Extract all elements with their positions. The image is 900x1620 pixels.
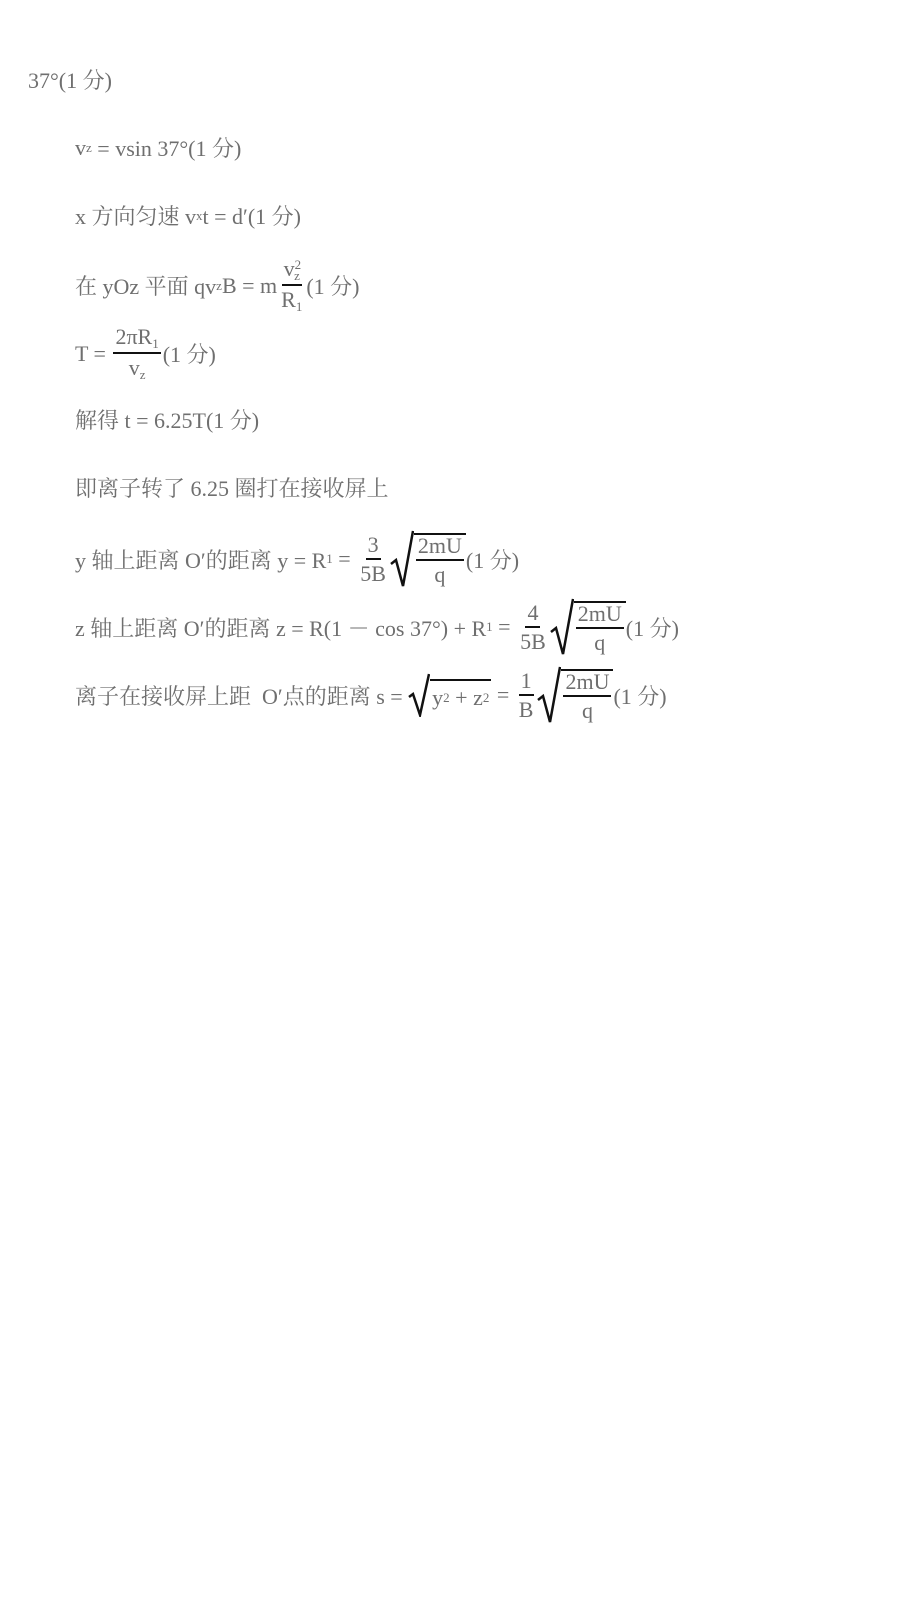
turns-text: 即离子转了 6.25 圈打在接收屏上 (75, 476, 389, 501)
fraction-1-over-b: $\frac{1}{B}$ (518, 667, 534, 722)
radical-sign-icon (390, 530, 414, 588)
fraction-4-over-5b: $\frac{4}{5B}$ (520, 599, 546, 654)
solve-t-text: 解得 t = 6.25T(1 分) (75, 408, 260, 433)
yoz-points: (1 分) (306, 274, 360, 299)
fraction-numerator: $v^2_z$ (282, 258, 302, 286)
yoz-mid: B = m (221, 272, 278, 298)
x-direction-text: x 方向匀速 v (75, 204, 197, 229)
line-s-distance: 离子在接收屏上距 O′点的距离 s = y 2 + z 2 = $\frac{1}{B}$ $\frac{2mU}{q}$ (1 分) (75, 667, 667, 723)
line-yoz-plane (75, 258, 359, 313)
fraction-2pir1-over-vz (113, 326, 160, 381)
line-period (75, 326, 216, 381)
line-angle (28, 64, 112, 95)
sqrt-y2-plus-z2: y 2 + z 2 (408, 673, 491, 717)
vz-subscript: z (86, 139, 92, 155)
line-y-distance: y 轴上距离 O′的距离 y = R 1 = $\frac{3}{5B}$ $\frac{2mU}{q}$ (1 分) (75, 531, 520, 587)
yoz-text: 在 yOz 平面 qv (75, 274, 217, 299)
period-label: T = (75, 340, 112, 366)
fraction-vz2-over-r1 (279, 258, 304, 313)
y-distance-points: (1 分) (465, 547, 520, 573)
period-points: (1 分) (162, 342, 216, 367)
vz-subscript: z (216, 277, 222, 293)
radical-sign-icon (537, 666, 561, 724)
line-solve-t (75, 404, 259, 435)
sqrt-2mu-over-q: $\frac{2mU}{q}$ (537, 666, 613, 724)
line-x-direction (75, 200, 301, 231)
vx-subscript: x (196, 207, 203, 223)
z-distance-points: (1 分) (625, 615, 679, 641)
fraction-denominator: $v_z$ (128, 355, 146, 382)
fraction-3-over-5b: $\frac{3}{5B}$ (360, 531, 386, 586)
line-turns (75, 472, 389, 503)
sqrt-2mu-over-q: $\frac{2mU}{q}$ (550, 598, 626, 656)
radical-sign-icon (550, 598, 574, 656)
s-distance-text: 离子在接收屏上距 O′点的距离 s = (75, 683, 409, 709)
s-distance-points: (1 分) (613, 683, 667, 709)
fraction-denominator: $R_1$ (281, 287, 303, 314)
angle-text: 37°(1 分) (28, 68, 112, 93)
vz-symbol: v (75, 134, 86, 160)
fraction-numerator: $2\pi R_1$ (113, 326, 160, 354)
z-distance-text: z 轴上距离 O′的距离 z = R(1 － cos 37°) + R (75, 615, 487, 641)
line-vz (75, 132, 241, 163)
line-z-distance: z 轴上距离 O′的距离 z = R(1 － cos 37°) + R 1 = $\frac{4}{5B}$ $\frac{2mU}{q}$ (1 分) (75, 599, 679, 655)
y-distance-text: y 轴上距离 O′的距离 y = R (75, 547, 327, 573)
sqrt-2mu-over-q: $\frac{2mU}{q}$ (390, 530, 466, 588)
x-direction-equation: t = d′(1 分) (202, 204, 302, 229)
radical-sign-icon (408, 673, 430, 717)
vz-expression: = vsin 37°(1 分) (91, 136, 242, 161)
